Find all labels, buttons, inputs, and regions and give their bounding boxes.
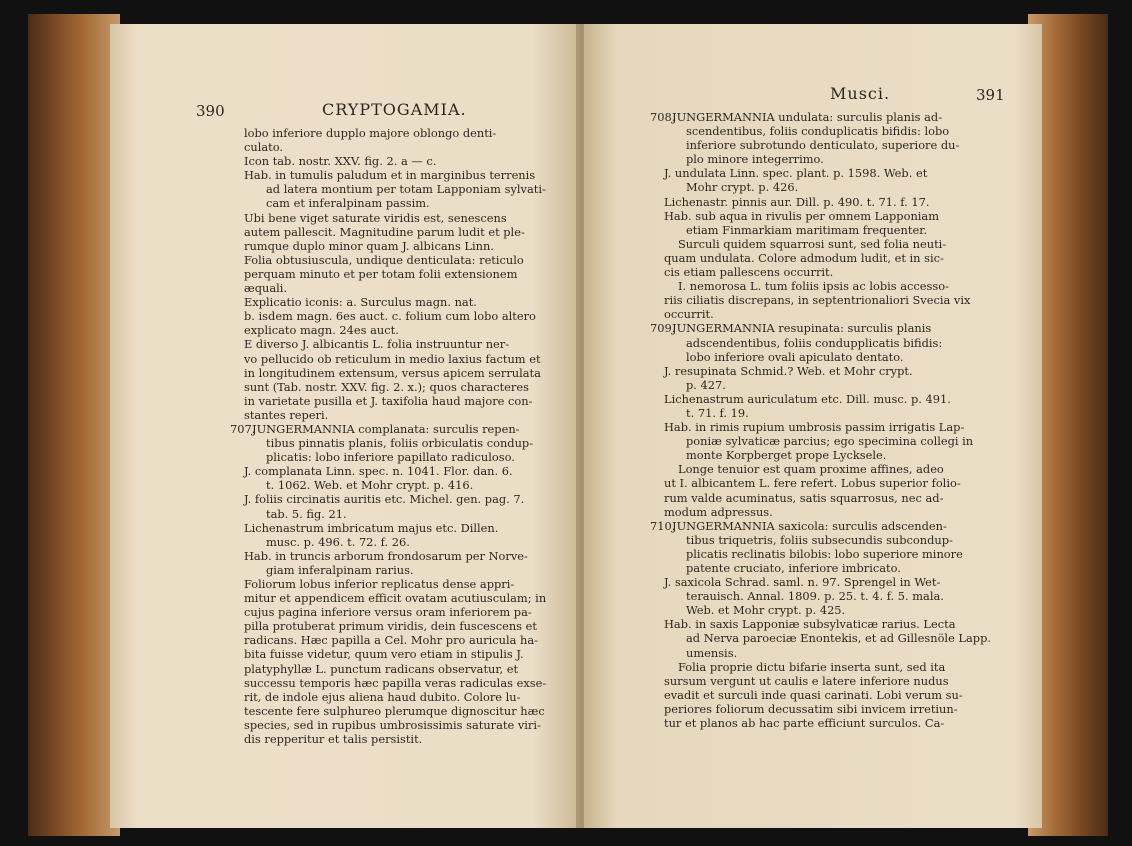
text-line: bita fuisse videtur, quum vero etiam in stipulis J. [244, 647, 524, 662]
line-text: JUNGERMANNIA undulata: surculis planis ad- [672, 110, 943, 124]
text-line: cam et inferalpinam passim. [266, 196, 430, 211]
book-spread [28, 14, 1108, 836]
text-line: Folia proprie dictu bifarie inserta sunt, sed ita [678, 659, 946, 674]
text-line: lobo inferiore ovali apiculato dentato. [686, 349, 904, 364]
text-line: vo pellucido ob reticulum in medio laxius factum et [244, 351, 541, 366]
line-text: JUNGERMANNIA resupinata: surculis planis [672, 321, 932, 336]
text-line: terauisch. Annal. 1809. p. 25. t. 4. f. 5. mala. [686, 589, 944, 604]
text-line: Foliorum lobus inferior replicatus dense appri- [244, 577, 515, 591]
text-line [650, 321, 1005, 335]
text-line: Mohr crypt. p. 426. [686, 180, 799, 195]
gutter [576, 24, 584, 828]
text-line: in varietate pusilla et J. taxifolia haud majore con- [244, 393, 533, 408]
text-line: J. saxicola Schrad. saml. n. 97. Sprengel in Wet- [664, 575, 941, 590]
text-line: perquam minuto et per totam folii extensionem [244, 266, 518, 281]
right-page [580, 24, 1042, 828]
text-line: æquali. [244, 281, 288, 296]
text-line [650, 110, 1005, 124]
text-line: in longitudinem extensum, versus apicem serrulata [244, 365, 541, 380]
text-line: plicatis reclinatis bilobis: lobo superiore minore [686, 546, 963, 561]
text-line: poniæ sylvaticæ parcius; ego specimina collegi in [686, 434, 974, 449]
text-line: plicatis: lobo inferiore papillato radiculoso. [266, 450, 515, 465]
text-line: stantes reperi. [244, 407, 329, 422]
text-line: t. 71. f. 19. [686, 405, 749, 420]
text-line: Hab. in rimis rupium umbrosis passim irrigatis Lap- [664, 420, 965, 435]
text-line: culato. [244, 140, 284, 155]
entry-number: 708. [650, 110, 676, 124]
text-line: tab. 5. fig. 21. [266, 506, 347, 521]
text-line: Icon tab. nostr. XXV. fig. 2. a — c. [244, 154, 437, 169]
text-line: monte Korpberget prope Lycksele. [686, 448, 887, 463]
text-line: t. 1062. Web. et Mohr crypt. p. 416. [266, 478, 474, 493]
left-page-edges [28, 14, 120, 836]
text-line: J. foliis circinatis auritis etc. Michel. gen. pag. 7. [244, 492, 525, 507]
text-line: b. isdem magn. 6es auct. c. folium cum lobo altero [244, 309, 536, 324]
page-number-right: 391 [976, 86, 1005, 104]
text-line [650, 519, 1005, 533]
text-line: adscendentibus, foliis condupplicatis bifidis: [686, 335, 943, 350]
text-line: J. undulata Linn. spec. plant. p. 1598. Web. et [664, 166, 928, 181]
text-line: sursum vergunt ut caulis e latere inferiore nudus [664, 673, 949, 688]
text-line: p. 427. [686, 377, 726, 392]
text-line: Surculi quidem squarrosi sunt, sed folia neuti- [678, 236, 947, 251]
line-text: JUNGERMANNIA saxicola: surculis adscenden- [672, 518, 947, 533]
entry-number: 710. [650, 518, 676, 533]
text-line: periores foliorum decussatim sibi invicem irretiun- [664, 701, 958, 716]
text-line: rit, de indole ejus aliena haud dubito. Colore lu- [244, 689, 521, 704]
text-line: tibus triquetris, foliis subsecundis subcondup- [686, 532, 953, 547]
text-line: ad latera montium per totam Lapponiam sylvati- [266, 182, 546, 197]
text-line: pilla protuberat primum viridis, dein fuscescens et [244, 619, 537, 634]
text-line: Lichenastr. pinnis aur. Dill. p. 490. t. 71. f. 17. [664, 194, 930, 209]
text-line: Hab. in saxis Lapponiæ subsylvaticæ rarius. Lecta [664, 617, 956, 632]
text-line: species, sed in rupibus umbrosissimis saturate viri- [244, 717, 541, 732]
text-line: modum adpressus. [664, 504, 773, 519]
text-line: J. resupinata Schmid.? Web. et Mohr crypt. [664, 363, 913, 378]
left-page [110, 24, 580, 828]
text-line: plo minore integerrimo. [686, 152, 824, 167]
text-line: quam undulata. Colore admodum ludit, et in sic- [664, 250, 944, 265]
text-line: Folia obtusiuscula, undique denticulata: reticulo [244, 252, 524, 267]
text-line: rumque duplo minor quam J. albicans Linn. [244, 238, 494, 253]
text-column-left [230, 126, 580, 746]
text-line: occurrit. [664, 307, 714, 322]
text-line: riis ciliatis discrepans, in septentrionaliori Svecia vix [664, 293, 971, 308]
text-line: explicato magn. 24es auct. [244, 323, 399, 338]
text-line: sunt (Tab. nostr. XXV. fig. 2. x.); quos characteres [244, 379, 529, 394]
text-line: dis repperitur et talis persistit. [244, 732, 423, 747]
text-line: inferiore subrotundo denticulato, superiore du- [686, 138, 960, 153]
text-line: patente cruciato, inferiore imbricato. [686, 561, 901, 575]
text-line: Ubi bene viget saturate viridis est, senescens [244, 210, 507, 225]
text-line: Longe tenuior est quam proxime affines, adeo [678, 462, 944, 477]
text-line: lobo inferiore dupplo majore oblongo denti- [244, 126, 497, 140]
text-line: scendentibus, foliis conduplicatis bifidis: lobo [686, 124, 950, 139]
text-line: musc. p. 496. t. 72. f. 26. [266, 534, 410, 549]
text-line: successu temporis hæc papilla veras radiculas exse- [244, 675, 547, 690]
text-line: autem pallescit. Magnitudine parum ludit et ple- [244, 224, 525, 239]
text-line: Web. et Mohr crypt. p. 425. [686, 603, 846, 618]
text-line: mitur et appendicem efficit ovatam acutiusculam; in [244, 591, 547, 606]
text-line: Hab. in tumulis paludum et in marginibus terrenis [244, 168, 536, 183]
text-line [230, 422, 580, 436]
text-column-right [650, 110, 1005, 730]
text-line: Lichenastrum auriculatum etc. Dill. musc. p. 491. [664, 391, 951, 406]
line-text: JUNGERMANNIA complanata: surculis repen- [252, 421, 520, 436]
text-line: cujus pagina inferiore versus oram inferiorem pa- [244, 605, 532, 620]
text-line: ad Nerva paroeciæ Enontekis, et ad Gillesnöle Lapp. [686, 631, 991, 646]
entry-number: 709. [650, 321, 676, 336]
text-line: J. complanata Linn. spec. n. 1041. Flor. dan. 6. [244, 464, 513, 479]
text-line: radicans. Hæc papilla a Cel. Mohr pro auricula ha- [244, 633, 538, 648]
text-line: umensis. [686, 645, 738, 660]
text-line: etiam Finmarkiam maritimam frequenter. [686, 222, 928, 237]
text-line: evadit et surculi inde quasi carinati. Lobi verum su- [664, 687, 963, 702]
running-header-left: CRYPTOGAMIA. [322, 100, 467, 119]
text-line: platyphyllæ L. punctum radicans observatur, et [244, 661, 519, 676]
text-line: I. nemorosa L. tum foliis ipsis ac lobis accesso- [678, 279, 949, 294]
text-line: cis etiam pallescens occurrit. [664, 265, 834, 280]
text-line: Explicatio iconis: a. Surculus magn. nat. [244, 295, 477, 310]
running-header-right: Musci. [830, 84, 891, 103]
text-line: giam inferalpinam rarius. [266, 562, 414, 577]
text-line: E diverso J. albicantis L. folia instruuntur ner- [244, 337, 510, 352]
text-line: tur et planos ab hac parte efficiunt surculos. Ca- [664, 716, 945, 731]
text-line: tescente fere sulphureo plerumque dignoscitur hæc [244, 703, 545, 718]
text-line: Hab. in truncis arborum frondosarum per Norve- [244, 548, 528, 563]
text-line: Lichenastrum imbricatum majus etc. Dillen. [244, 520, 499, 535]
text-line: Hab. sub aqua in rivulis per omnem Lapponiam [664, 208, 940, 223]
text-line: rum valde acuminatus, satis squarrosus, nec ad- [664, 490, 944, 505]
page-number-left: 390 [196, 102, 225, 120]
text-line: ut I. albicantem L. fere refert. Lobus superior folio- [664, 476, 961, 491]
entry-number: 707. [230, 421, 256, 436]
text-line: tibus pinnatis planis, foliis orbiculatis condup- [266, 436, 534, 451]
